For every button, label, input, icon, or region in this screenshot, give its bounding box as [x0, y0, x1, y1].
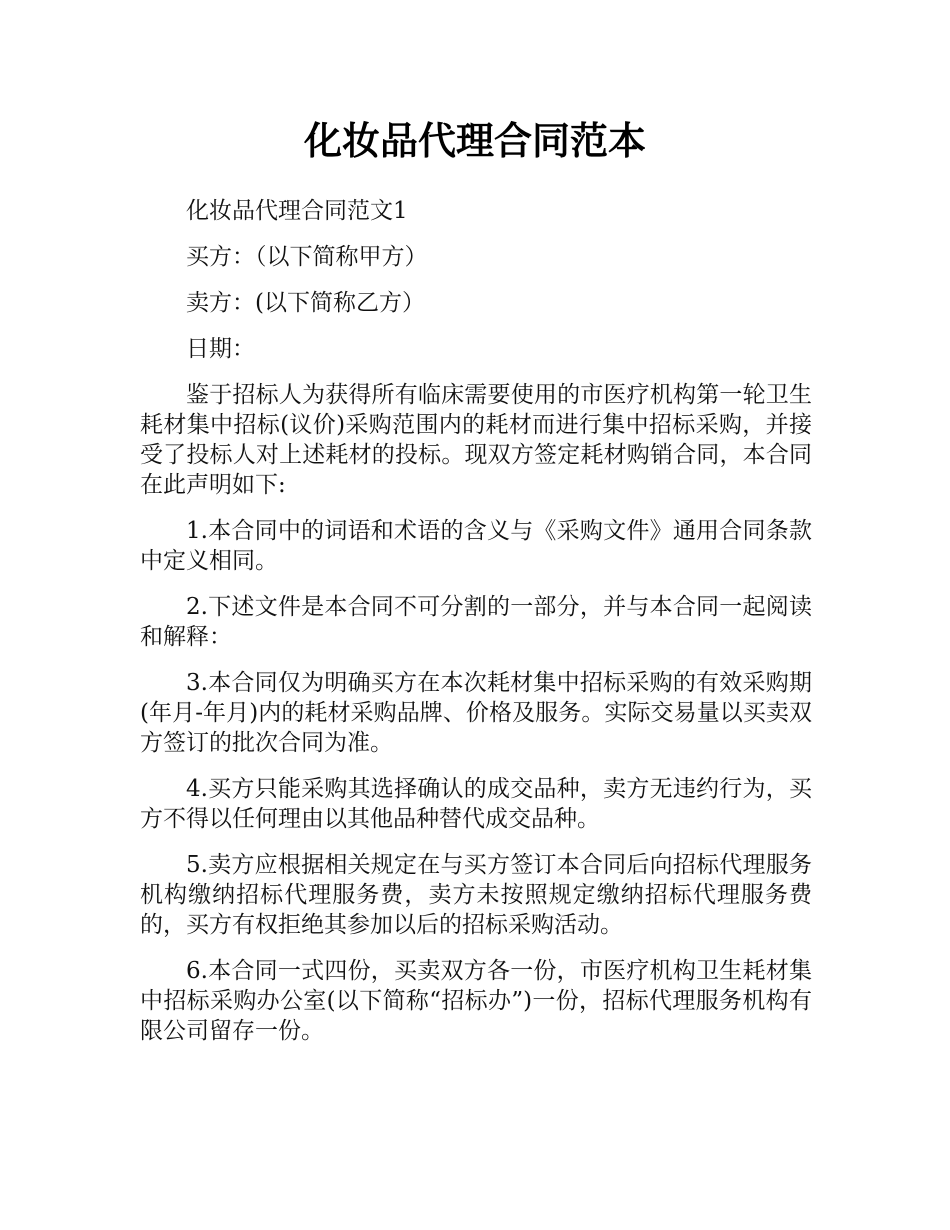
clause-2: 2.下述文件是本合同不可分割的一部分，并与本合同一起阅读和解释：: [140, 594, 812, 650]
clause-6: 6.本合同一式四份，买卖双方各一份，市医疗机构卫生耗材集中招标采购办公室(以下简称“招标办”)一份，招标代理服务机构有限公司留存一份。: [140, 958, 812, 1044]
clause-5: 5.卖方应根据相关规定在与买方签订本合同后向招标代理服务机构缴纳招标代理服务费，卖方未按照规定缴纳招标代理服务费的，买方有权拒绝其参加以后的招标采购活动。: [140, 852, 812, 938]
subtitle-paragraph: 化妆品代理合同范文1: [186, 198, 408, 224]
clause-4: 4.买方只能采购其选择确认的成交品种，卖方无违约行为，买方不得以任何理由以其他品种替代成交品种。: [140, 776, 812, 832]
date-line: 日期：: [186, 336, 255, 362]
buyer-line: 买方：（以下简称甲方）: [186, 244, 428, 270]
document-title: 化妆品代理合同范本: [303, 119, 646, 163]
preamble-paragraph: 鉴于招标人为获得所有临床需要使用的市医疗机构第一轮卫生耗材集中招标(议价)采购范围内的耗材而进行集中招标采购，并接受了投标人对上述耗材的投标。现双方签定耗材购销合同，本合同在此声明如下:: [140, 382, 812, 498]
seller-line: 卖方：(以下简称乙方）: [186, 290, 425, 316]
document-body: [140, 196, 812, 1062]
clause-3: 3.本合同仅为明确买方在本次耗材集中招标采购的有效采购期(年月-年月)内的耗材采购品牌、价格及服务。实际交易量以买卖双方签订的批次合同为准。: [140, 670, 812, 756]
clause-1: 1.本合同中的词语和术语的含义与《采购文件》通用合同条款中定义相同。: [140, 518, 812, 574]
